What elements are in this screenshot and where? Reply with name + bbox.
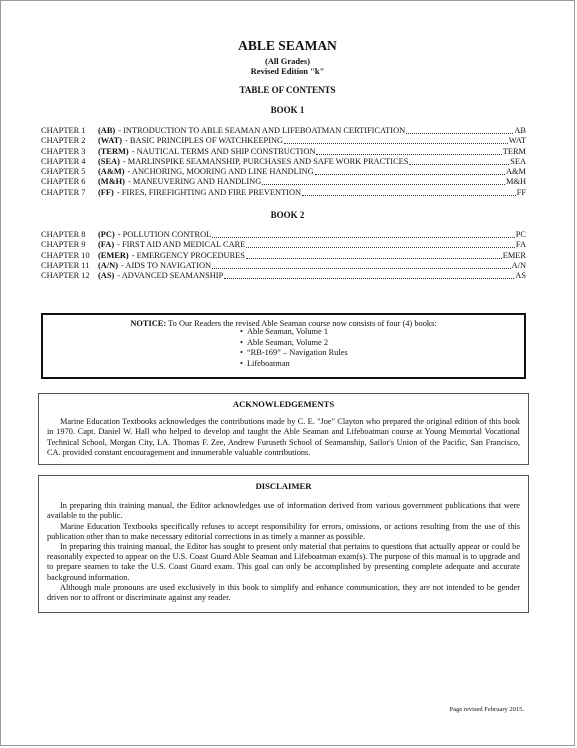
chapter-code: (FA) — [98, 240, 115, 250]
book1-heading: BOOK 1 — [270, 105, 305, 115]
chapter-number: CHAPTER 2 — [41, 136, 86, 146]
book1-chapter-list — [41, 126, 526, 198]
chapter-code: (AB) — [98, 126, 116, 135]
chapter-page-ref: WAT — [508, 136, 526, 146]
chapter-title: - MARLINSPIKE SEAMANSHIP, PURCHASES AND SAFE WORK PRACTICES — [122, 156, 409, 166]
dot-leader — [212, 230, 514, 238]
chapter-title: - MANEUVERING AND HANDLING — [127, 177, 262, 187]
chapter-page-ref: AS — [515, 271, 526, 281]
toc-entry — [41, 240, 526, 250]
acknowledgements-body — [39, 417, 528, 458]
dot-leader — [246, 251, 502, 259]
disclaimer-body — [39, 501, 528, 603]
disclaimer-heading: DISCLAIMER — [255, 481, 312, 491]
list-item: • Able Seaman, Volume 1 — [240, 327, 348, 338]
notice-book-list — [240, 327, 348, 369]
chapter-title: - ADVANCED SEAMANSHIP — [117, 271, 224, 281]
chapter-title: - ANCHORING, MOORING AND LINE HANDLING — [127, 167, 314, 177]
chapter-page-ref: A/N — [511, 260, 526, 270]
chapter-number: CHAPTER 10 — [41, 250, 90, 260]
chapter-title: - BASIC PRINCIPLES OF WATCHKEEPING — [125, 136, 284, 146]
list-item: • “RB-169” – Navigation Rules — [240, 348, 348, 359]
dot-leader — [224, 271, 514, 279]
toc-entry — [41, 177, 526, 187]
chapter-number: CHAPTER 12 — [41, 271, 90, 281]
chapter-title: - AIDS TO NAVIGATION — [121, 260, 212, 270]
chapter-code: (A&M) — [98, 167, 125, 177]
paragraph: In preparing this training manual, the Editor has sought to present only material that pertains to questions that actually appear or could be reasonably expected to appear on the U.S. Coast Guard Able Seaman and Lifeboatman exam(s). The purpose of this manual is to upgrade and to prepare seamen to take the U.S. Coast Guard exam. This goal can only be accomplished by presenting complete adequate and accurate background information. — [47, 542, 520, 582]
chapter-page-ref: TERM — [502, 146, 526, 156]
chapter-number: CHAPTER 8 — [41, 230, 86, 239]
paragraph: Marine Education Textbooks acknowledges the contributions made by C. E. "Joe" Clayton who prepared the original edition of this book in 1970. Capt. Daniel W. Hall who helped to develop and taught the Able Seaman and Lifeboatman course at Young Memorial Vocational Technical School, Morgan City, LA. Thomas F. Zee, Andrew Furuseth School of Seamanship, Sailor's Union of the Pacific, San Francisco, CA. provided constant encouragement and innumerable valuable contributions. — [47, 417, 520, 457]
chapter-number: CHAPTER 7 — [41, 187, 86, 197]
notice-label: NOTICE: — [130, 319, 167, 328]
chapter-page-ref: AB — [514, 126, 526, 135]
chapter-number: CHAPTER 3 — [41, 146, 86, 156]
chapter-code: (TERM) — [98, 146, 129, 156]
toc-entry — [41, 188, 526, 198]
book2-chapter-list — [41, 230, 526, 281]
list-item: • Able Seaman, Volume 2 — [240, 338, 348, 349]
toc-entry — [41, 147, 526, 157]
chapter-code: (WAT) — [98, 136, 123, 146]
chapter-title: - INTRODUCTION TO ABLE SEAMAN AND LIFEBOATMAN CERTIFICATION — [118, 126, 406, 135]
chapter-page-ref: FF — [516, 187, 526, 197]
toc-heading: TABLE OF CONTENTS — [239, 85, 336, 95]
chapter-title: - FIRST AID AND MEDICAL CARE — [117, 240, 246, 250]
book2-heading: BOOK 2 — [270, 210, 305, 220]
chapter-code: (FF) — [98, 187, 114, 197]
dot-leader — [406, 126, 513, 134]
chapter-number: CHAPTER 11 — [41, 260, 90, 270]
chapter-page-ref: SEA — [510, 156, 526, 166]
dot-leader — [284, 136, 508, 144]
subtitle-edition: Revised Edition "k" — [250, 66, 325, 76]
toc-entry — [41, 167, 526, 177]
chapter-title: - NAUTICAL TERMS AND SHIP CONSTRUCTION — [131, 146, 316, 156]
toc-entry — [41, 230, 526, 240]
dot-leader — [212, 261, 511, 269]
chapter-code: (PC) — [98, 230, 115, 239]
list-item: • Lifeboatman — [240, 359, 348, 370]
chapter-page-ref: PC — [515, 230, 526, 239]
chapter-page-ref: FA — [515, 240, 526, 250]
acknowledgements-box — [38, 393, 529, 465]
toc-entry — [41, 136, 526, 146]
paragraph: In preparing this training manual, the Editor acknowledges use of information derived from various government publications that were available to the public. — [47, 501, 520, 521]
page-revision-note: Page revised February 2015. — [449, 706, 524, 713]
chapter-code: (AS) — [98, 271, 115, 281]
chapter-code: (SEA) — [98, 156, 120, 166]
toc-entry — [41, 271, 526, 281]
chapter-number: CHAPTER 5 — [41, 167, 86, 177]
acknowledgements-heading: ACKNOWLEDGEMENTS — [232, 399, 335, 409]
chapter-title: - POLLUTION CONTROL — [117, 230, 212, 239]
chapter-page-ref: EMER — [502, 250, 526, 260]
chapter-code: (A/N) — [98, 260, 119, 270]
dot-leader — [262, 177, 505, 185]
chapter-code: (EMER) — [98, 250, 129, 260]
paragraph: Although male pronouns are used exclusively in this book to simplify and enhance communication, they are not intended to be gender driven nor to affront or discriminate against any reader. — [47, 582, 520, 603]
subtitle-grades: (All Grades) — [264, 56, 311, 66]
chapter-number: CHAPTER 4 — [41, 156, 86, 166]
toc-entry — [41, 157, 526, 167]
toc-entry — [41, 126, 526, 136]
paragraph: Marine Education Textbooks specifically refuses to accept responsibility for errors, omissions, or actions resulting from the use of this publication other than to make necessary editorial corrections in as timely a manner as possible. — [47, 521, 520, 541]
dot-leader — [302, 188, 516, 196]
dot-leader — [409, 157, 509, 165]
dot-leader — [246, 240, 515, 248]
notice-box — [41, 313, 526, 379]
toc-entry — [41, 251, 526, 261]
notice-text: To Our Readers the revised Able Seaman course now consists of four (4) books: — [168, 319, 437, 328]
dot-leader — [315, 167, 505, 175]
chapter-title: - EMERGENCY PROCEDURES — [131, 250, 245, 260]
chapter-title: - FIRES, FIREFIGHTING AND FIRE PREVENTION — [116, 187, 302, 197]
chapter-number: CHAPTER 1 — [41, 126, 86, 135]
chapter-code: (M&H) — [98, 177, 125, 187]
chapter-number: CHAPTER 6 — [41, 177, 86, 187]
chapter-page-ref: M&H — [505, 177, 526, 187]
chapter-number: CHAPTER 9 — [41, 240, 86, 250]
dot-leader — [316, 147, 501, 155]
toc-entry — [41, 261, 526, 271]
disclaimer-box — [38, 475, 529, 613]
chapter-page-ref: A&M — [505, 167, 526, 177]
page-title: ABLE SEAMAN — [238, 38, 337, 53]
